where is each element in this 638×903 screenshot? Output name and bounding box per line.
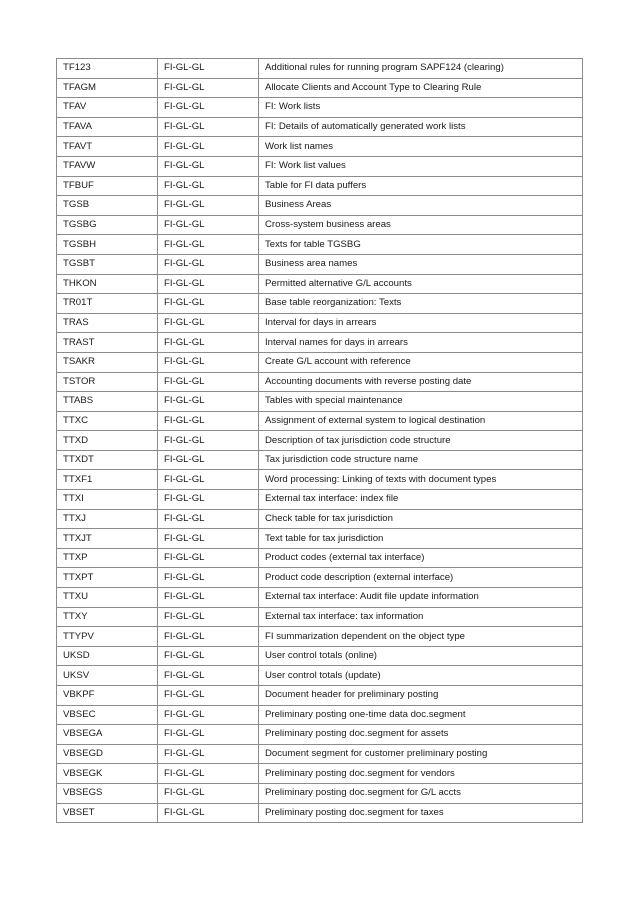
description-cell: FI summarization dependent on the object type (259, 627, 583, 647)
component-cell: FI-GL-GL (158, 548, 259, 568)
component-cell: FI-GL-GL (158, 215, 259, 235)
description-cell: Additional rules for running program SAPF124 (clearing) (259, 59, 583, 79)
table-name-cell: VBSEC (57, 705, 158, 725)
table-row (57, 59, 583, 79)
table-name-cell: TFAGM (57, 78, 158, 98)
description-cell: Interval for days in arrears (259, 313, 583, 333)
description-cell: External tax interface: tax information (259, 607, 583, 627)
table-name-cell: TSAKR (57, 352, 158, 372)
table-name-cell: TTXDT (57, 450, 158, 470)
component-cell: FI-GL-GL (158, 627, 259, 647)
description-cell: Preliminary posting doc.segment for assets (259, 725, 583, 745)
description-cell: Table for FI data puffers (259, 176, 583, 196)
table-row (57, 235, 583, 255)
table-row (57, 588, 583, 608)
table-name-cell: TTXP (57, 548, 158, 568)
table-row (57, 137, 583, 157)
table-row (57, 196, 583, 216)
table-row (57, 529, 583, 549)
description-cell: FI: Work lists (259, 98, 583, 118)
component-cell: FI-GL-GL (158, 98, 259, 118)
table-name-cell: TFAVT (57, 137, 158, 157)
component-cell: FI-GL-GL (158, 117, 259, 137)
component-cell: FI-GL-GL (158, 588, 259, 608)
table-name-cell: TTXPT (57, 568, 158, 588)
description-cell: Texts for table TGSBG (259, 235, 583, 255)
table-name-cell: VBSEGK (57, 764, 158, 784)
component-cell: FI-GL-GL (158, 607, 259, 627)
table-name-cell: TTXC (57, 411, 158, 431)
table-row (57, 117, 583, 137)
table-row (57, 372, 583, 392)
component-cell: FI-GL-GL (158, 156, 259, 176)
table-name-cell: TTXU (57, 588, 158, 608)
table-list (56, 58, 583, 823)
description-cell: Business Areas (259, 196, 583, 216)
component-cell: FI-GL-GL (158, 372, 259, 392)
description-cell: User control totals (online) (259, 646, 583, 666)
table-row (57, 646, 583, 666)
description-cell: Document header for preliminary posting (259, 686, 583, 706)
component-cell: FI-GL-GL (158, 450, 259, 470)
component-cell: FI-GL-GL (158, 431, 259, 451)
table-name-cell: TTABS (57, 392, 158, 412)
description-cell: Business area names (259, 254, 583, 274)
table-name-cell: TFAV (57, 98, 158, 118)
description-cell: Cross-system business areas (259, 215, 583, 235)
table-name-cell: VBSEGD (57, 744, 158, 764)
table-name-cell: TTXI (57, 490, 158, 510)
description-cell: Preliminary posting one-time data doc.segment (259, 705, 583, 725)
table-name-cell: TTXJT (57, 529, 158, 549)
component-cell: FI-GL-GL (158, 470, 259, 490)
table-row (57, 176, 583, 196)
component-cell: FI-GL-GL (158, 666, 259, 686)
description-cell: Preliminary posting doc.segment for taxes (259, 803, 583, 823)
component-cell: FI-GL-GL (158, 509, 259, 529)
description-cell: Interval names for days in arrears (259, 333, 583, 353)
table-row (57, 352, 583, 372)
component-cell: FI-GL-GL (158, 333, 259, 353)
table-name-cell: TGSB (57, 196, 158, 216)
component-cell: FI-GL-GL (158, 235, 259, 255)
table-name-cell: TR01T (57, 294, 158, 314)
table-row (57, 450, 583, 470)
table-row (57, 98, 583, 118)
component-cell: FI-GL-GL (158, 176, 259, 196)
table-name-cell: TTXY (57, 607, 158, 627)
component-cell: FI-GL-GL (158, 783, 259, 803)
table-name-cell: TRAS (57, 313, 158, 333)
table-row (57, 744, 583, 764)
table-row (57, 764, 583, 784)
table-row (57, 568, 583, 588)
description-cell: Allocate Clients and Account Type to Clearing Rule (259, 78, 583, 98)
table-row (57, 274, 583, 294)
component-cell: FI-GL-GL (158, 411, 259, 431)
component-cell: FI-GL-GL (158, 313, 259, 333)
table-row (57, 215, 583, 235)
component-cell: FI-GL-GL (158, 274, 259, 294)
table-row (57, 470, 583, 490)
table-name-cell: VBKPF (57, 686, 158, 706)
table-row (57, 686, 583, 706)
table-name-cell: TGSBG (57, 215, 158, 235)
description-cell: Work list names (259, 137, 583, 157)
component-cell: FI-GL-GL (158, 568, 259, 588)
table-row (57, 548, 583, 568)
table-name-cell: UKSD (57, 646, 158, 666)
component-cell: FI-GL-GL (158, 352, 259, 372)
description-cell: Assignment of external system to logical destination (259, 411, 583, 431)
description-cell: Text table for tax jurisdiction (259, 529, 583, 549)
description-cell: External tax interface: index file (259, 490, 583, 510)
table-row (57, 783, 583, 803)
description-cell: Product codes (external tax interface) (259, 548, 583, 568)
table-row (57, 666, 583, 686)
description-cell: Accounting documents with reverse posting date (259, 372, 583, 392)
table-row (57, 313, 583, 333)
table-name-cell: TF123 (57, 59, 158, 79)
table-row (57, 627, 583, 647)
description-cell: Document segment for customer preliminary posting (259, 744, 583, 764)
table-name-cell: UKSV (57, 666, 158, 686)
table-row (57, 607, 583, 627)
component-cell: FI-GL-GL (158, 529, 259, 549)
description-cell: Tax jurisdiction code structure name (259, 450, 583, 470)
component-cell: FI-GL-GL (158, 254, 259, 274)
table-row (57, 254, 583, 274)
table-name-cell: VBSEGA (57, 725, 158, 745)
component-cell: FI-GL-GL (158, 686, 259, 706)
table-name-cell: THKON (57, 274, 158, 294)
table-row (57, 294, 583, 314)
description-cell: Base table reorganization: Texts (259, 294, 583, 314)
table-row (57, 411, 583, 431)
component-cell: FI-GL-GL (158, 78, 259, 98)
component-cell: FI-GL-GL (158, 764, 259, 784)
table-row (57, 509, 583, 529)
table-row (57, 392, 583, 412)
table-name-cell: TFBUF (57, 176, 158, 196)
table-row (57, 333, 583, 353)
description-cell: Preliminary posting doc.segment for G/L accts (259, 783, 583, 803)
component-cell: FI-GL-GL (158, 59, 259, 79)
table-name-cell: TGSBH (57, 235, 158, 255)
table-row (57, 156, 583, 176)
description-cell: FI: Work list values (259, 156, 583, 176)
description-cell: External tax interface: Audit file update information (259, 588, 583, 608)
component-cell: FI-GL-GL (158, 725, 259, 745)
table-row (57, 78, 583, 98)
table-name-cell: TTXF1 (57, 470, 158, 490)
table-name-cell: VBSEGS (57, 783, 158, 803)
description-cell: FI: Details of automatically generated work lists (259, 117, 583, 137)
document-page (56, 58, 582, 823)
component-cell: FI-GL-GL (158, 196, 259, 216)
description-cell: Permitted alternative G/L accounts (259, 274, 583, 294)
table-name-cell: TSTOR (57, 372, 158, 392)
component-cell: FI-GL-GL (158, 744, 259, 764)
table-name-cell: TRAST (57, 333, 158, 353)
description-cell: Word processing: Linking of texts with document types (259, 470, 583, 490)
description-cell: Preliminary posting doc.segment for vendors (259, 764, 583, 784)
description-cell: Create G/L account with reference (259, 352, 583, 372)
table-row (57, 803, 583, 823)
table-row (57, 490, 583, 510)
component-cell: FI-GL-GL (158, 490, 259, 510)
table-name-cell: TFAVW (57, 156, 158, 176)
component-cell: FI-GL-GL (158, 803, 259, 823)
description-cell: Product code description (external interface) (259, 568, 583, 588)
table-body (57, 59, 583, 823)
description-cell: User control totals (update) (259, 666, 583, 686)
description-cell: Description of tax jurisdiction code structure (259, 431, 583, 451)
component-cell: FI-GL-GL (158, 137, 259, 157)
table-row (57, 705, 583, 725)
component-cell: FI-GL-GL (158, 294, 259, 314)
table-name-cell: VBSET (57, 803, 158, 823)
table-name-cell: TTXJ (57, 509, 158, 529)
table-name-cell: TFAVA (57, 117, 158, 137)
table-name-cell: TGSBT (57, 254, 158, 274)
component-cell: FI-GL-GL (158, 392, 259, 412)
table-name-cell: TTYPV (57, 627, 158, 647)
description-cell: Check table for tax jurisdiction (259, 509, 583, 529)
table-row (57, 725, 583, 745)
table-row (57, 431, 583, 451)
table-name-cell: TTXD (57, 431, 158, 451)
component-cell: FI-GL-GL (158, 646, 259, 666)
component-cell: FI-GL-GL (158, 705, 259, 725)
description-cell: Tables with special maintenance (259, 392, 583, 412)
